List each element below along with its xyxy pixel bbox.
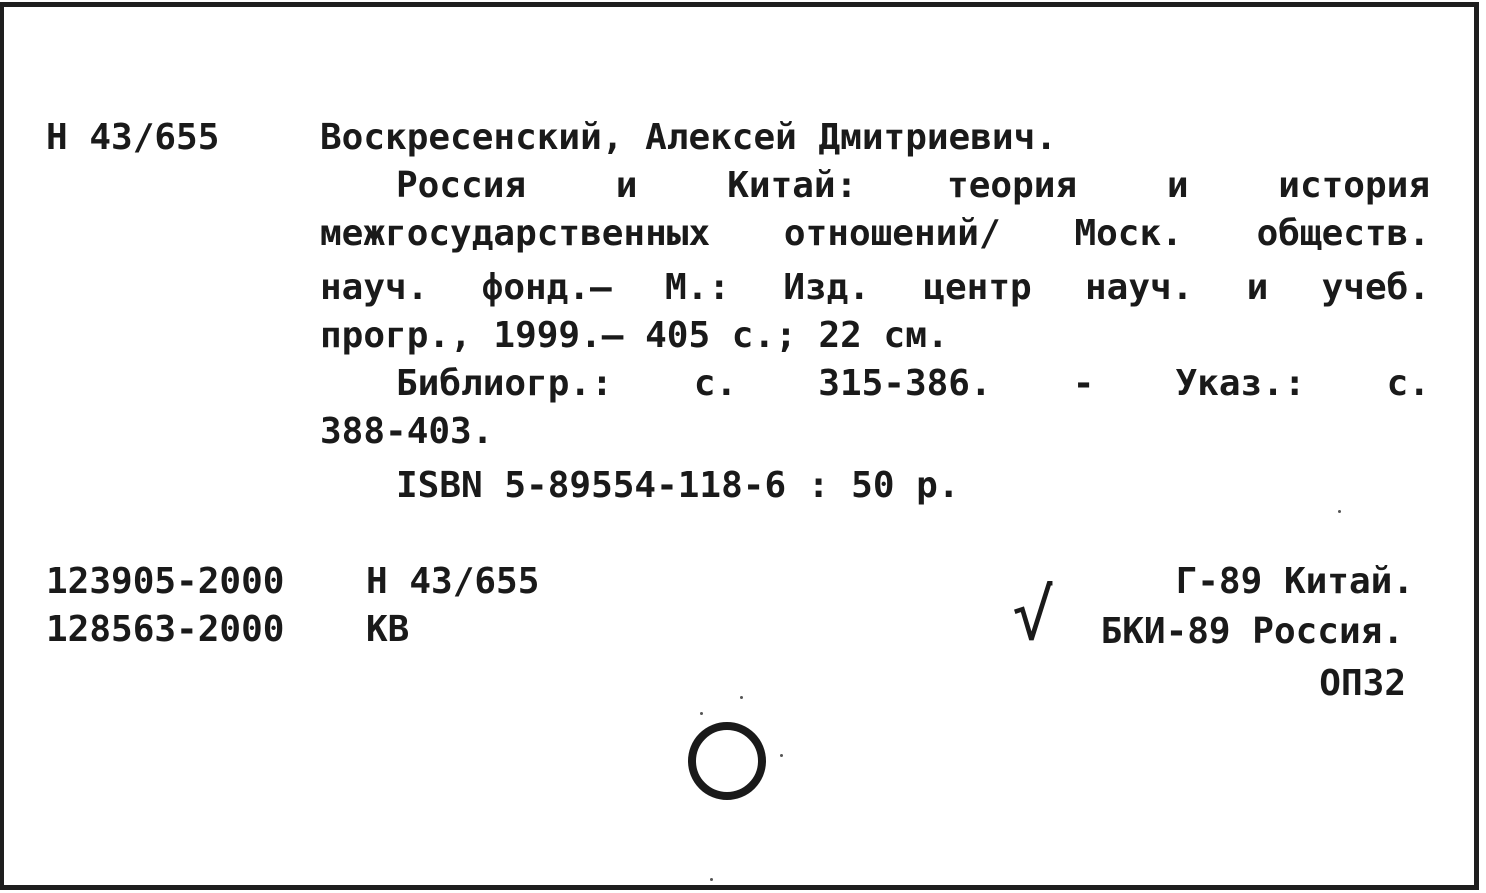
isbn-line: ISBN 5-89554-118-6 : 50 р. xyxy=(396,465,960,506)
card-hole-circle xyxy=(688,722,766,800)
tracing-subject-1: Г-89 Китай. xyxy=(1175,561,1414,602)
title-line-3: науч. фонд.— М.: Изд. центр науч. и учеб. xyxy=(320,267,1430,308)
title-line-4: прогр., 1999.– 405 с.; 22 см. xyxy=(320,315,949,356)
author-heading: Воскресенский, Алексей Дмитриевич. xyxy=(320,117,1057,158)
inventory-location: Н 43/655 xyxy=(366,561,540,602)
card-border-left xyxy=(0,2,4,890)
inventory-number: 128563-2000 xyxy=(46,609,285,650)
title-line-2: межгосударственных отношений/ Моск. обществ. xyxy=(320,213,1430,254)
paper-speck xyxy=(740,696,743,699)
note-line-2: 388-403. xyxy=(320,411,494,452)
card-border-bottom xyxy=(0,885,1478,890)
tracing-subject-2: БКИ-89 Россия. xyxy=(1100,611,1404,652)
paper-speck xyxy=(780,754,783,757)
check-mark-icon: √ xyxy=(1012,574,1055,656)
inventory-location: КВ xyxy=(366,609,410,650)
paper-speck xyxy=(710,878,713,881)
paper-speck xyxy=(700,712,703,715)
note-line-1: Библиогр.: с. 315-386. - Указ.: с. xyxy=(396,363,1430,404)
paper-speck xyxy=(1338,510,1341,513)
call-number: Н 43/655 xyxy=(46,117,220,158)
title-line-1: Россия и Китай: теория и история xyxy=(396,165,1430,206)
card-border-right xyxy=(1474,2,1479,890)
card-border-top xyxy=(0,2,1478,7)
tracing-code: ОП32 xyxy=(1319,663,1406,704)
inventory-number: 123905-2000 xyxy=(46,561,285,602)
